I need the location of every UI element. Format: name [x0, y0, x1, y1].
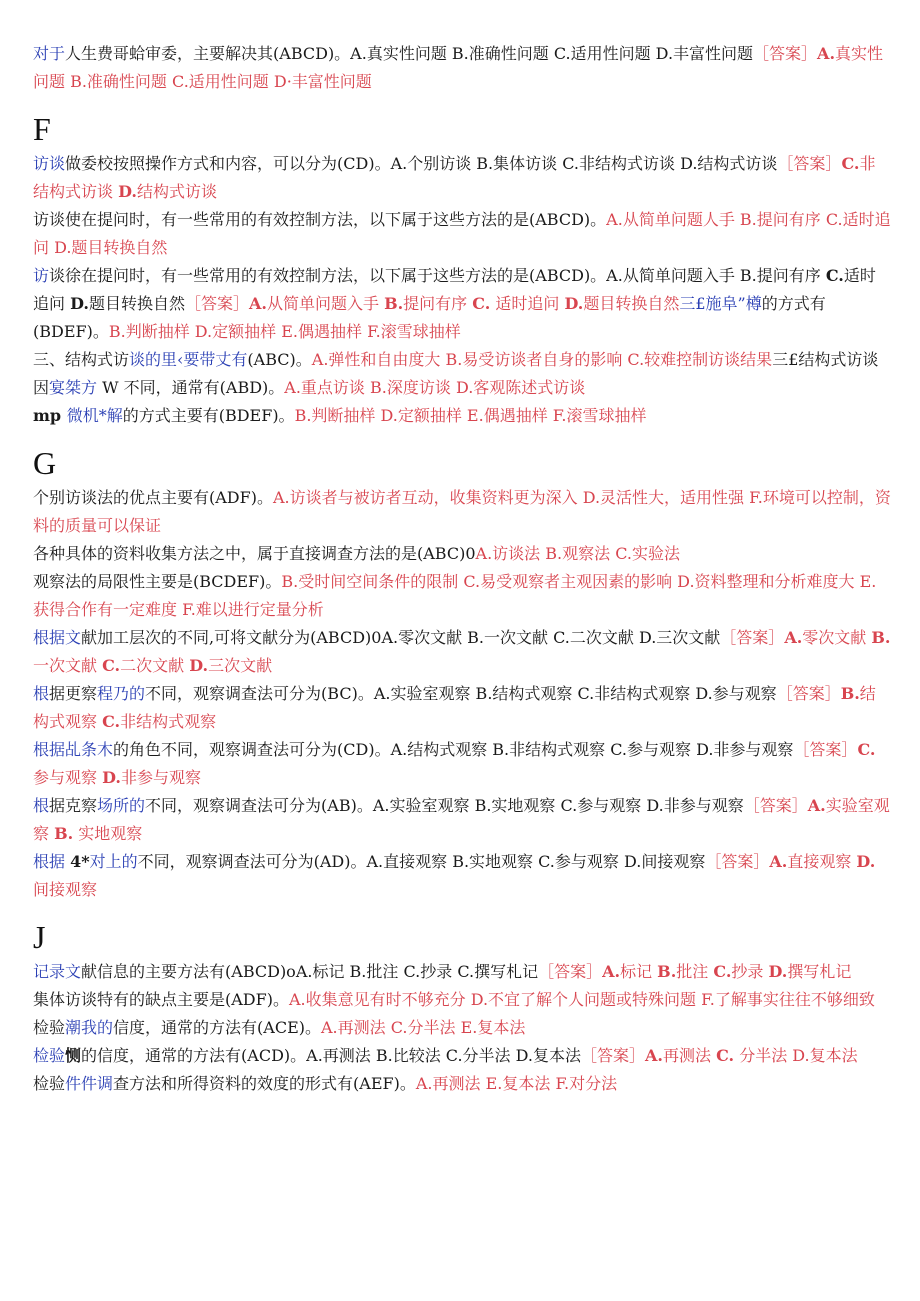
answer-text: A.收集意见有时不够充分 D.不宜了解个人问题或特殊问题 F.了解事实往往不够细致 — [288, 990, 875, 1009]
answer-text: 批注 — [676, 962, 714, 981]
answer-text: 直接观察 — [787, 852, 857, 871]
answer-text: 结构式访谈 — [136, 182, 217, 201]
answer-text: A. — [807, 796, 826, 815]
answer-text: 一次文献 — [33, 656, 103, 675]
answer-text: A.从简单问题人手 B.提问有序 C.适时追问 D.题目转换自然 — [33, 210, 891, 257]
answer-text: A.再测法 C.分半法 E.复本法 — [321, 1018, 526, 1037]
answer-text: 非结构式观察 — [120, 712, 217, 731]
answer-text: B.受时间空间条件的限制 C.易受观察者主观因素的影响 D.资料整理和分析难度大 E.获得合作有一定难度 F.难以进行定量分析 — [33, 572, 877, 619]
answer-text: B. — [657, 962, 677, 981]
text-segment: 不同，观察调查法可分为(BC)。A.实验室观察 B.结构式观察 C.非结构式观察 D.参与观察 — [145, 684, 777, 703]
answer-text: ［答案］ — [705, 852, 770, 871]
question-paragraph — [33, 680, 891, 736]
text-segment: 信度，通常的方法有(ACE)。 — [113, 1018, 321, 1037]
answer-text: A.再测法 E.复本法 F.对分法 — [415, 1074, 618, 1093]
highlighted-text: 检验 — [33, 1046, 66, 1065]
question-paragraph — [33, 484, 891, 540]
text-segment: 据更察 — [49, 684, 98, 703]
answer-text: C. — [857, 740, 876, 759]
answer-text: ［答案］ — [776, 684, 841, 703]
text-segment: 集体访谈特有的缺点主要是(ADF)。 — [33, 990, 289, 1009]
text-segment: 个别访谈法的优点主要有(ADF)。 — [33, 488, 273, 507]
text-segment: D. — [70, 294, 89, 313]
highlighted-text: 访 — [33, 266, 50, 285]
answer-text: B. — [840, 684, 860, 703]
text-segment: 适时追问 — [33, 266, 876, 313]
question-paragraph — [33, 150, 891, 206]
question-paragraph — [33, 624, 891, 680]
answer-text: C. — [102, 656, 121, 675]
text-segment: 人生费哥蛤审委，主要解决其(ABCD)。A.真实性问题 B.准确性问题 C.适用性问题 D.丰富性问题 — [65, 44, 754, 63]
answer-text: A.弹性和自由度大 B.易受访谈者自身的影响 C.较难控制访谈结果 — [311, 350, 773, 369]
section-gap — [33, 96, 891, 106]
highlighted-text: 对于 — [33, 44, 66, 63]
highlighted-text: 访谈 — [33, 154, 66, 173]
answer-text: C. — [841, 154, 860, 173]
answer-text: D. — [189, 656, 209, 675]
text-segment: 不同，观察调查法可分为(AD)。A.直接观察 B.实地观察 C.参与观察 D.间接观察 — [137, 852, 706, 871]
question-paragraph — [33, 986, 891, 1014]
highlighted-text: 潮我的 — [65, 1018, 114, 1037]
question-paragraph — [33, 540, 891, 568]
question-paragraph — [33, 736, 891, 792]
answer-text: A. — [602, 962, 621, 981]
answer-text: B. — [871, 628, 891, 647]
answer-text: 题目转换自然 — [583, 294, 680, 313]
text-segment: 观察法的局限性主要是(BCDEF)。 — [33, 572, 282, 591]
answer-text: ［答案］ — [538, 962, 603, 981]
highlighted-text: 对上的 — [89, 852, 138, 871]
section-letter-heading: J — [33, 919, 46, 955]
text-segment: (ABC)。 — [247, 350, 312, 369]
text-segment: 三£结构式访谈因 — [33, 350, 879, 397]
question-paragraph — [33, 1014, 891, 1042]
document-page — [33, 40, 891, 1098]
answer-text: 抄录 — [731, 962, 769, 981]
answer-text: B.判断抽样 D.定额抽样 E.偶遇抽样 F.滚雪球抽样 — [108, 322, 461, 341]
answer-text: ［答案］ — [743, 796, 808, 815]
text-segment: 的角色不同，观察调查法可分为(CD)。A.结构式观察 B.非结构式观察 C.参与观察 D.非参与观察 — [113, 740, 794, 759]
answer-text: C. — [716, 1046, 735, 1065]
text-segment: 不同，观察调查法可分为(AB)。A.实验室观察 B.实地观察 C.参与观察 D.非参与观察 — [145, 796, 744, 815]
answer-text: B.判断抽样 D.定额抽样 E.偶遇抽样 F.滚雪球抽样 — [294, 406, 647, 425]
text-segment: 访谈使在提问时，有一些常用的有效控制方法，以下属于这些方法的是(ABCD)。 — [33, 210, 607, 229]
question-paragraph — [33, 848, 891, 904]
answer-text: A.访谈者与被访者互动，收集资料更为深入 D.灵活性大，适用性强 F.环境可以控制，资料的质量可以保证 — [33, 488, 891, 535]
answer-text: C. — [472, 294, 491, 313]
answer-text: 实验室观察 — [33, 796, 890, 843]
answer-text: B. — [54, 824, 74, 843]
text-segment: 题目转换自然 — [88, 294, 185, 313]
text-segment: 查方法和所得资料的效度的形式有(AEF)。 — [113, 1074, 416, 1093]
text-segment: W 不同，通常有(ABD)。 — [97, 378, 285, 397]
text-segment: 的方式主要有(BDEF)。 — [122, 406, 295, 425]
answer-text: A. — [249, 294, 267, 313]
text-segment: 的方式有(BDEF)。 — [33, 294, 826, 341]
answer-text: A. — [784, 628, 803, 647]
text-segment: 各种具体的资料收集方法之中，属于直接调查方法的是(ABC)0 — [33, 544, 476, 563]
text-segment: 4* — [70, 852, 90, 871]
answer-text: A. — [645, 1046, 663, 1065]
text-segment: mp — [33, 406, 67, 425]
answer-text: A.访谈法 B.观察法 C.实验法 — [475, 544, 680, 563]
text-segment: 检验 — [33, 1074, 66, 1093]
answer-text: C. — [102, 712, 121, 731]
answer-text: ［答案］ — [753, 44, 818, 63]
highlighted-text: 根据 — [33, 852, 71, 871]
section-letter-heading: G — [33, 445, 57, 481]
answer-text: 零次文献 — [802, 628, 872, 647]
answer-text: C. — [713, 962, 732, 981]
highlighted-text: 程乃的 — [97, 684, 146, 703]
text-segment: 献加工层次的不同,可将文献分为(ABCD)0A.零次文献 B.一次文献 C.二次文献 D.三次文献 — [81, 628, 721, 647]
text-segment: 据克察 — [49, 796, 98, 815]
highlighted-text: 件件调 — [65, 1074, 114, 1093]
answer-text: 实地观察 — [73, 824, 143, 843]
question-paragraph — [33, 346, 891, 402]
answer-text: 标记 — [620, 962, 658, 981]
section-letter-heading: F — [33, 111, 51, 147]
answer-text: D. — [118, 182, 137, 201]
answer-text: 非参与观察 — [120, 768, 201, 787]
answer-text: D. — [102, 768, 121, 787]
answer-text: 真实性问题 B.准确性问题 C.适用性问题 D·丰富性问题 — [33, 44, 884, 91]
highlighted-text: 记录文 — [33, 962, 82, 981]
answer-text: A.重点访谈 B.深度访谈 D.客观陈述式访谈 — [284, 378, 586, 397]
answer-text: ［答案］ — [184, 294, 249, 313]
text-segment: 谈徐在提问时，有一些常用的有效控制方法，以下属于这些方法的是(ABCD)。A.从简单问题入手 B.提问有序 — [49, 266, 826, 285]
answer-text: 再测法 — [663, 1046, 717, 1065]
highlighted-text: 根 — [33, 684, 50, 703]
question-paragraph — [33, 1070, 891, 1098]
question-paragraph — [33, 262, 891, 346]
answer-text: D. — [564, 294, 584, 313]
question-paragraph — [33, 40, 891, 96]
highlighted-text: 根据乩条木 — [33, 740, 114, 759]
answer-text: B. — [384, 294, 404, 313]
highlighted-text: 微机*解 — [66, 406, 123, 425]
answer-text: 提问有序 — [403, 294, 473, 313]
highlighted-text: 场所的 — [97, 796, 146, 815]
answer-text: 非结构式访谈 — [33, 154, 876, 201]
answer-text: 间接观察 — [33, 880, 98, 899]
text-segment: 的信度，通常的方法有(ACD)。A.再测法 B.比较法 C.分半法 D.复本法 — [81, 1046, 581, 1065]
section-gap — [33, 430, 891, 440]
answer-text: 二次文献 — [120, 656, 190, 675]
answer-text: A. — [817, 44, 836, 63]
highlighted-text: 根据文 — [33, 628, 82, 647]
answer-text: ［答案］ — [777, 154, 842, 173]
highlighted-text: 根 — [33, 796, 50, 815]
answer-text: D. — [856, 852, 876, 871]
answer-text: 分半法 D.复本法 — [734, 1046, 858, 1065]
question-paragraph — [33, 568, 891, 624]
highlighted-text: 谈的里‹要带丈有 — [129, 350, 248, 369]
question-paragraph — [33, 958, 891, 986]
answer-text: 结构式观察 — [33, 684, 876, 731]
highlighted-text: 三£施阜”樽 — [679, 294, 762, 313]
answer-text: 参与观察 — [33, 768, 103, 787]
text-segment: 做委校按照操作方式和内容，可以分为(CD)。A.个别访谈 B.集体访谈 C.非结构式访谈 D.结构式访谈 — [65, 154, 778, 173]
question-paragraph — [33, 402, 891, 430]
answer-text: 适时追问 — [490, 294, 565, 313]
text-segment: 三、结构式访 — [33, 350, 130, 369]
text-segment: 献信息的主要方法有(ABCD)oA.标记 B.批注 C.抄录 C.撰写札记 — [81, 962, 539, 981]
answer-text: ［答案］ — [793, 740, 858, 759]
answer-text: ［答案］ — [581, 1046, 646, 1065]
answer-text: A. — [769, 852, 788, 871]
answer-text: 从简单问题入手 — [266, 294, 385, 313]
section-gap — [33, 904, 891, 914]
question-paragraph — [33, 206, 891, 262]
answer-text: 撰写札记 — [787, 962, 852, 981]
answer-text: 三次文献 — [208, 656, 273, 675]
question-paragraph — [33, 792, 891, 848]
text-segment: 恻 — [65, 1046, 82, 1065]
question-paragraph — [33, 1042, 891, 1070]
text-segment: C. — [825, 266, 844, 285]
answer-text: ［答案］ — [720, 628, 785, 647]
text-segment: 检验 — [33, 1018, 66, 1037]
highlighted-text: 宴桀方 — [49, 378, 98, 397]
answer-text: D. — [768, 962, 788, 981]
